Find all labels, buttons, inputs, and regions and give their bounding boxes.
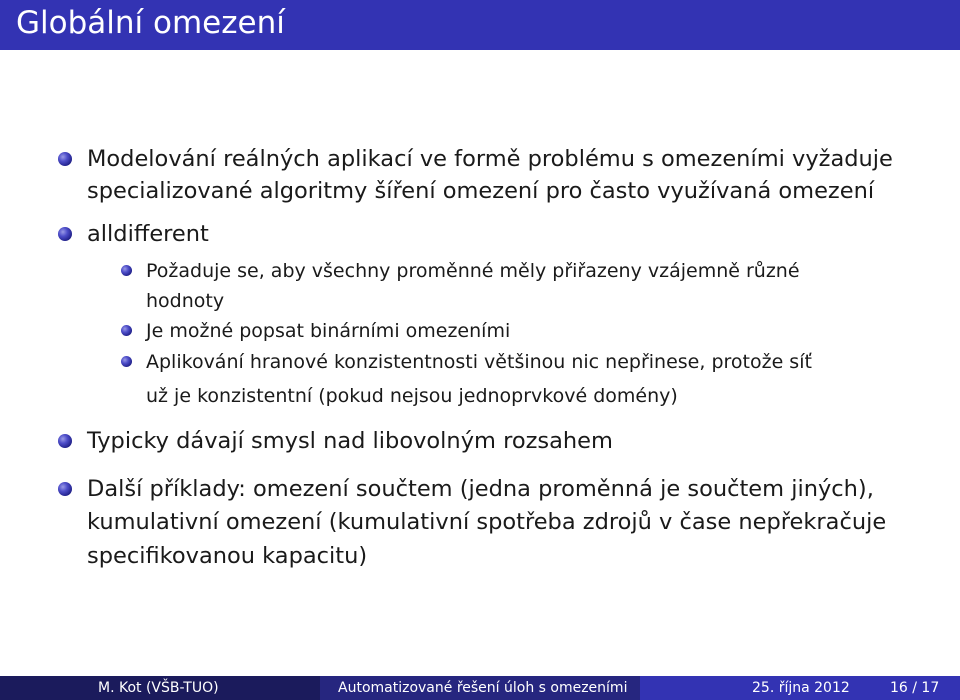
slide-title: Globální omezení bbox=[16, 5, 285, 41]
bullet-icon bbox=[58, 152, 72, 166]
sub-bullet-1-line-1: Požaduje se, aby všechny proměnné měly přiřazeny vzájemně různé bbox=[146, 260, 800, 282]
sub-bullet-2-line-1: Je možné popsat binárními omezeními bbox=[146, 320, 511, 342]
sub-bullet-icon bbox=[121, 325, 132, 336]
footer-date-section bbox=[640, 676, 960, 700]
sub-bullet-icon bbox=[121, 356, 132, 367]
bullet-2-line-1: alldifferent bbox=[87, 221, 209, 247]
bullet-icon bbox=[58, 482, 72, 496]
footer-talk-title: Automatizované řešení úloh s omezeními bbox=[338, 680, 628, 696]
sub-bullet-icon bbox=[121, 265, 132, 276]
footer-author-section bbox=[0, 676, 320, 700]
bullet-icon bbox=[58, 434, 72, 448]
bullet-icon bbox=[58, 227, 72, 241]
bullet-4-line-3: specifikovanou kapacitu) bbox=[87, 543, 368, 569]
sub-bullet-3-line-1: Aplikování hranové konzistentnosti většinou nic nepřinese, protože síť bbox=[146, 351, 812, 373]
footer-date: 25. října 2012 bbox=[752, 680, 850, 696]
bullet-1-line-2: specializované algoritmy šíření omezení pro často využívaná omezení bbox=[87, 178, 875, 204]
bullet-4-line-2: kumulativní omezení (kumulativní spotřeba zdrojů v čase nepřekračuje bbox=[87, 509, 887, 535]
footer-bar bbox=[0, 676, 960, 700]
bullet-1-line-1: Modelování reálných aplikací ve formě problému s omezeními vyžaduje bbox=[87, 146, 893, 172]
footer-title-section bbox=[320, 676, 640, 700]
page-number: 16 / 17 bbox=[890, 680, 940, 696]
bullet-4-line-1: Další příklady: omezení součtem (jedna proměnná je součtem jiných), bbox=[87, 476, 874, 502]
bullet-3-line-1: Typicky dávají smysl nad libovolným rozsahem bbox=[87, 428, 613, 454]
sub-bullet-1-line-2: hodnoty bbox=[146, 290, 225, 312]
sub-bullet-3-line-2: už je konzistentní (pokud nejsou jednoprvkové domény) bbox=[146, 385, 678, 407]
footer-author: M. Kot (VŠB-TUO) bbox=[98, 680, 219, 696]
